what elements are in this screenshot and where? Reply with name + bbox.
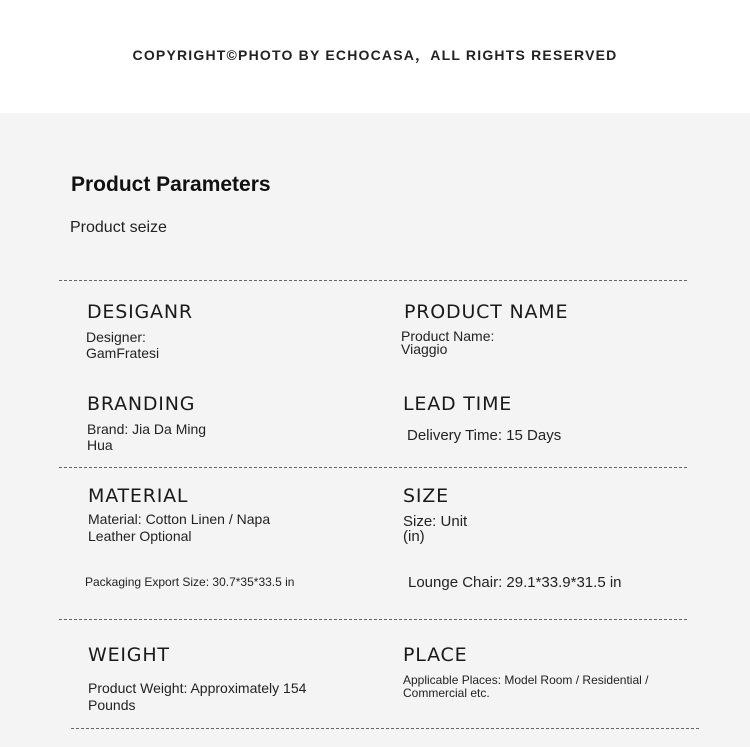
- top-banner: [0, 0, 750, 113]
- size-value: Size: Unit (in): [403, 513, 468, 545]
- lead-time-heading: LEAD TIME: [403, 393, 513, 415]
- lead-time-value: Delivery Time: 15 Days: [407, 427, 562, 444]
- divider: [71, 728, 699, 729]
- place-heading: PLACE: [403, 644, 468, 666]
- divider: [59, 280, 687, 281]
- branding-heading: BRANDING: [87, 393, 196, 415]
- weight-heading: WEIGHT: [88, 644, 170, 666]
- packaging-size-value: Packaging Export Size: 30.7*35*33.5 in: [85, 575, 295, 589]
- divider: [59, 619, 687, 620]
- weight-value: Product Weight: Approximately 154 Pounds: [88, 680, 307, 713]
- product-name-heading: PRODUCT NAME: [404, 301, 569, 323]
- branding-value: Brand: Jia Da Ming Hua: [87, 421, 207, 453]
- copyright-notice: COPYRIGHT©PHOTO BY ECHOCASA，ALL RIGHTS RESERVED: [132, 47, 618, 63]
- material-value: Material: Cotton Linen / Napa Leather Optional: [88, 511, 271, 544]
- place-value: Applicable Places: Model Room / Residential / Commercial etc.: [403, 673, 649, 700]
- lounge-chair-size-value: Lounge Chair: 29.1*33.9*31.5 in: [408, 574, 622, 591]
- product-name-value: Product Name: Viaggio: [401, 328, 495, 357]
- section-subtitle: Product seize: [70, 219, 167, 236]
- material-heading: MATERIAL: [88, 485, 189, 507]
- size-heading: SIZE: [403, 485, 449, 507]
- section-title: Product Parameters: [71, 173, 271, 196]
- divider: [59, 467, 687, 468]
- designer-value: Designer: GamFratesi: [86, 329, 160, 361]
- designer-heading: DESIGANR: [87, 301, 193, 323]
